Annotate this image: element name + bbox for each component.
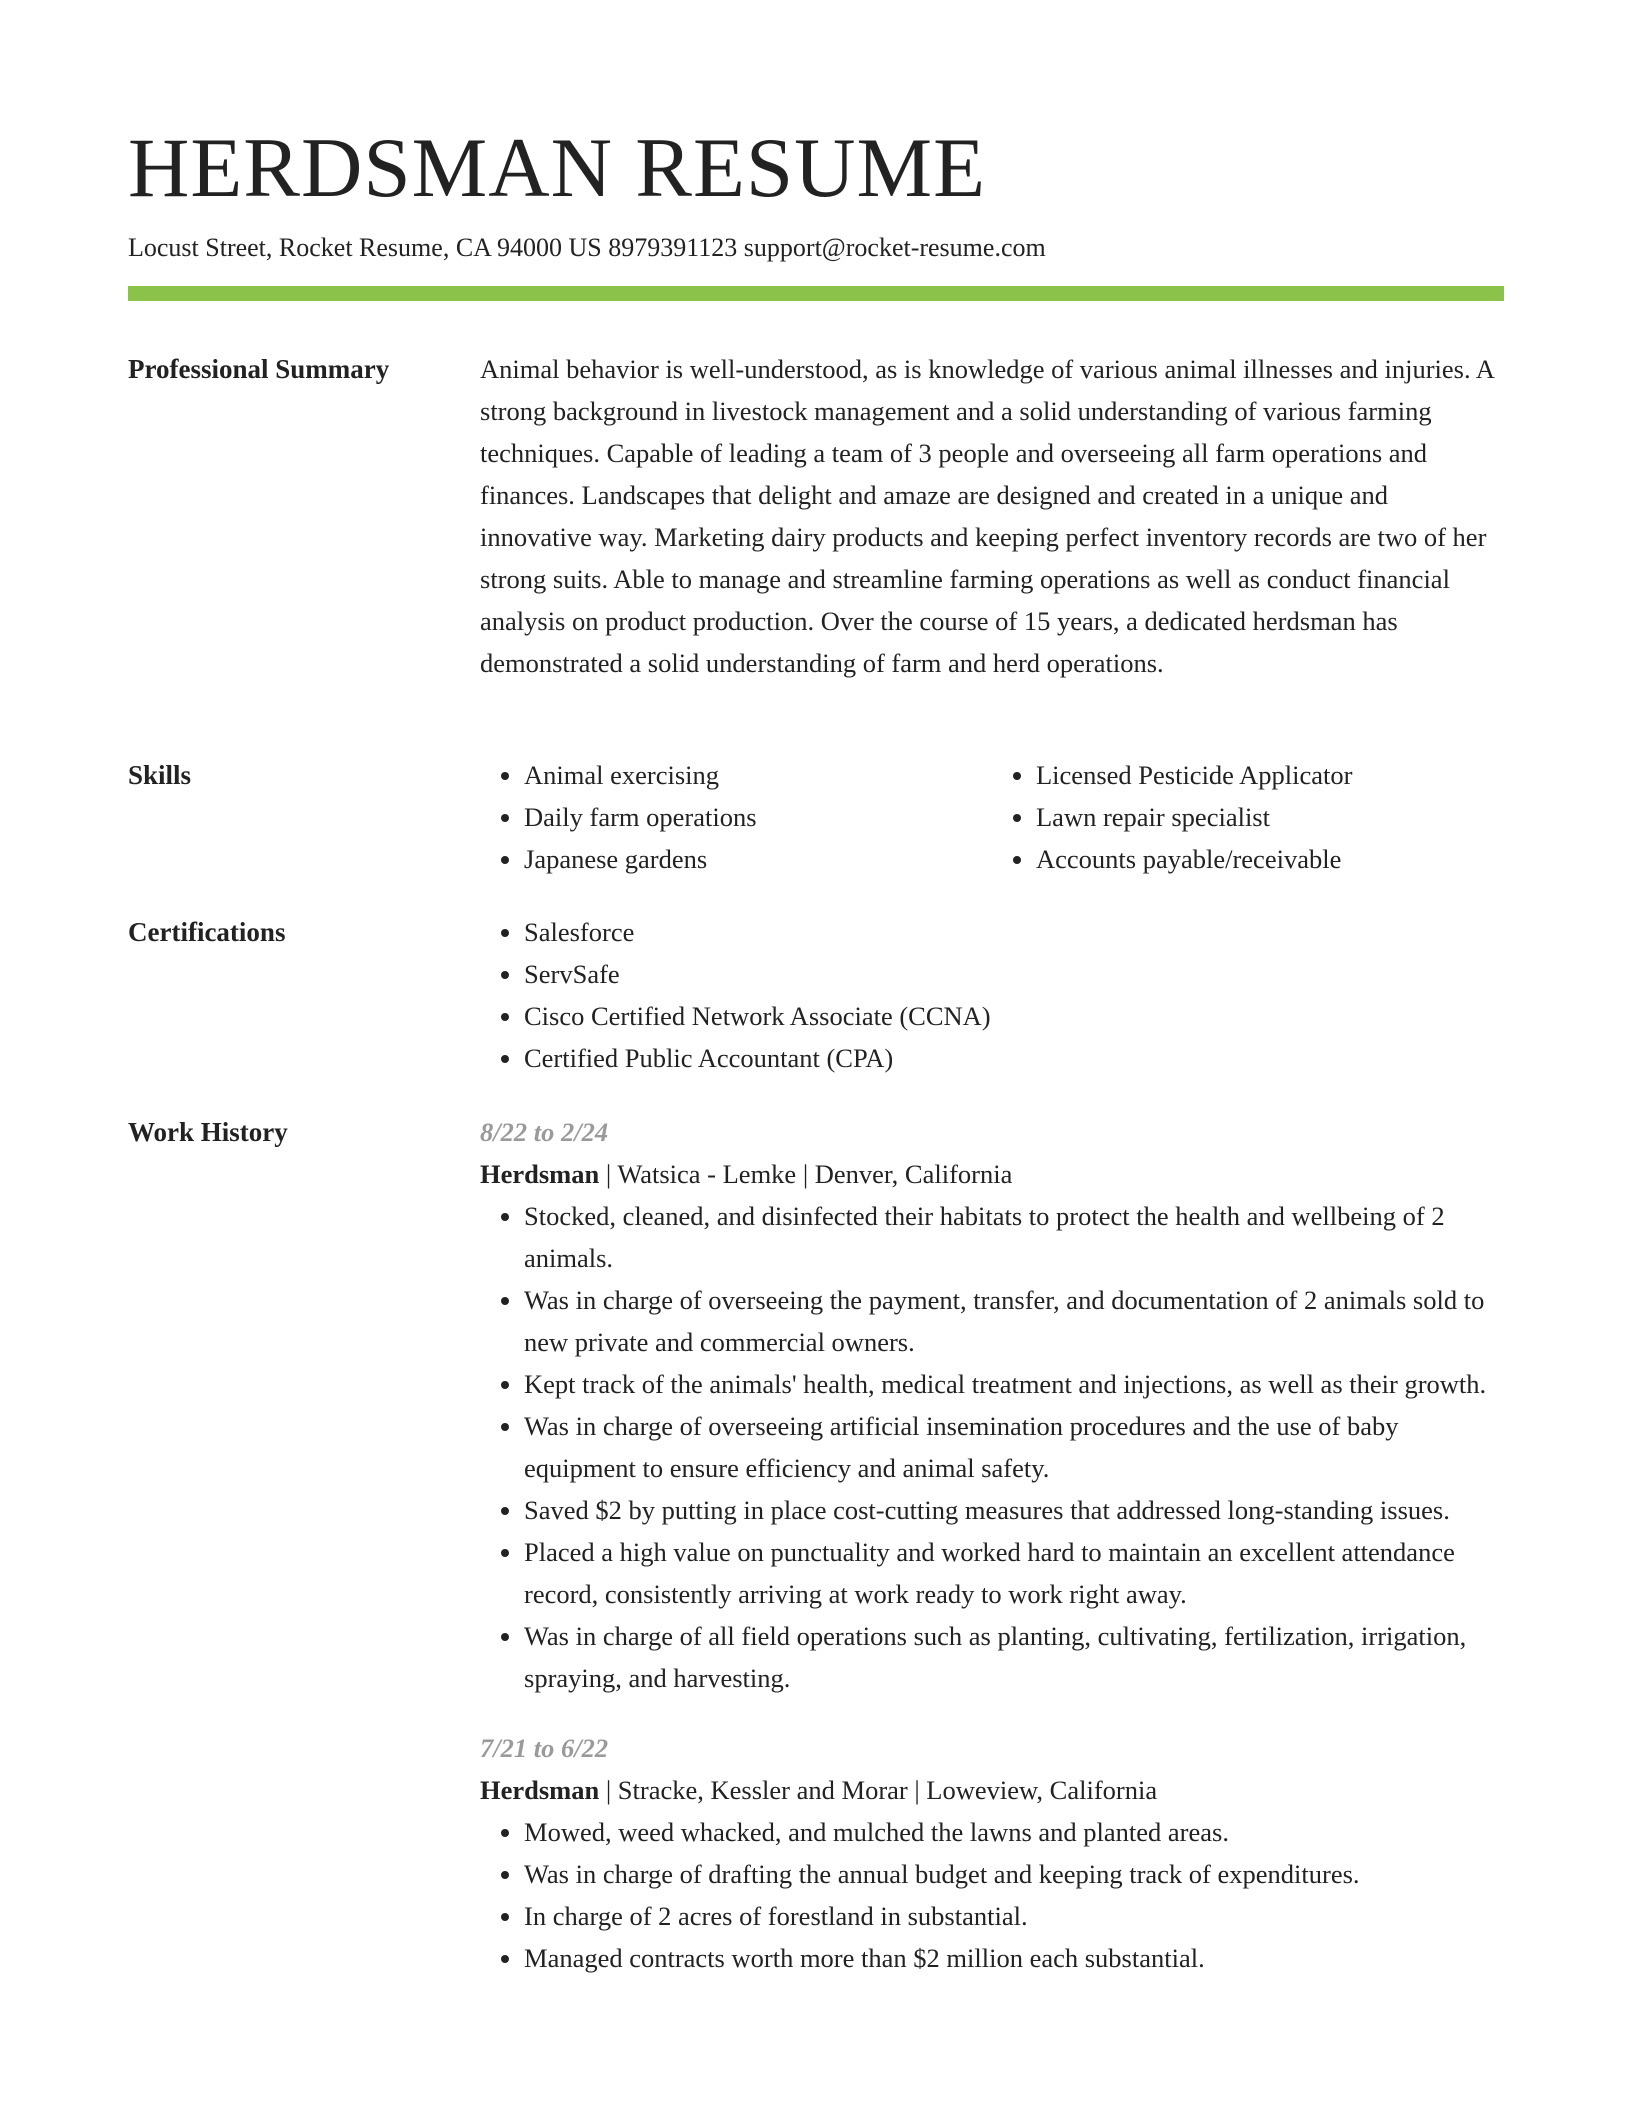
job-duty: • Managed contracts worth more than $2 million each substantial. <box>524 1937 1504 1979</box>
skill-item: • Licensed Pesticide Applicator <box>1036 754 1504 796</box>
skills-list <box>480 754 1504 880</box>
skill-item: • Japanese gardens <box>524 838 992 880</box>
contact-phone: 8979391123 <box>608 233 738 262</box>
contact-address: Locust Street, Rocket Resume, CA 94000 US <box>128 233 602 262</box>
skills-column-left <box>480 754 992 880</box>
skills-column-right <box>992 754 1504 880</box>
summary-text: Animal behavior is well-understood, as is knowledge of various animal illnesses and injuries. A strong background in livestock management and a solid understanding of various farming techniques. Capable of leading a team of 3 people and overseeing all farm operations and finances. Landscapes that delight and amaze are designed and created in a unique and innovative way. Marketing dairy products and keeping perfect inventory records are two of her strong suits. Able to manage and streamline farming operations as well as conduct financial analysis on product production. Over the course of 15 years, a dedicated herdsman has demonstrated a solid understanding of farm and herd operations. <box>480 354 1494 678</box>
job-duty: • Was in charge of overseeing artificial insemination procedures and the use of baby equipment to ensure efficiency and animal safety. <box>524 1405 1504 1489</box>
job-heading <box>480 1769 1504 1811</box>
contact-line <box>128 230 1046 266</box>
contact-email[interactable]: support@rocket-resume.com <box>743 233 1046 262</box>
job-duties-list <box>480 1195 1504 1699</box>
work-history-label: Work History <box>128 1117 288 1147</box>
job-duty: • Saved $2 by putting in place cost-cutting measures that addressed long-standing issues. <box>524 1489 1504 1531</box>
job-entry <box>480 1727 1504 1979</box>
certification-item: • ServSafe <box>524 953 1504 995</box>
certifications-body <box>480 911 1504 1079</box>
certifications-label: Certifications <box>128 917 286 947</box>
job-title: Herdsman <box>480 1159 600 1189</box>
skill-item: • Animal exercising <box>524 754 992 796</box>
job-entry <box>480 1111 1504 1699</box>
skill-item: • Daily farm operations <box>524 796 992 838</box>
job-dates: 8/22 to 2/24 <box>480 1117 609 1147</box>
job-heading <box>480 1153 1504 1195</box>
skill-item: • Accounts payable/receivable <box>1036 838 1504 880</box>
certifications-list <box>480 911 1504 1079</box>
summary-label: Professional Summary <box>128 354 390 384</box>
job-duty: • Was in charge of all field operations such as planting, cultivating, fertilization, irrigation, spraying, and harvesting. <box>524 1615 1504 1699</box>
resume-title: HERDSMAN RESUME <box>128 121 987 215</box>
skill-item: • Lawn repair specialist <box>1036 796 1504 838</box>
job-duty: • In charge of 2 acres of forestland in substantial. <box>524 1895 1504 1937</box>
work-history-body <box>480 1111 1504 2007</box>
job-duty: • Mowed, weed whacked, and mulched the lawns and planted areas. <box>524 1811 1504 1853</box>
certification-item: • Salesforce <box>524 911 1504 953</box>
header-divider <box>128 286 1504 301</box>
job-employer-location: | Watsica - Lemke | Denver, California <box>599 1159 1013 1189</box>
certification-item: • Cisco Certified Network Associate (CCNA) <box>524 995 1504 1037</box>
job-title: Herdsman <box>480 1775 600 1805</box>
job-dates: 7/21 to 6/22 <box>480 1733 609 1763</box>
job-duty: • Placed a high value on punctuality and worked hard to maintain an excellent attendance record, consistently arriving at work ready to work right away. <box>524 1531 1504 1615</box>
certification-item: • Certified Public Accountant (CPA) <box>524 1037 1504 1079</box>
job-duty: • Stocked, cleaned, and disinfected their habitats to protect the health and wellbeing of 2 animals. <box>524 1195 1504 1279</box>
job-duty: • Kept track of the animals' health, medical treatment and injections, as well as their growth. <box>524 1363 1504 1405</box>
summary-body <box>480 348 1504 684</box>
job-employer-location: | Stracke, Kessler and Morar | Loweview, California <box>599 1775 1158 1805</box>
job-duty: • Was in charge of overseeing the payment, transfer, and documentation of 2 animals sold to new private and commercial owners. <box>524 1279 1504 1363</box>
job-duties-list <box>480 1811 1504 1979</box>
job-duty: • Was in charge of drafting the annual budget and keeping track of expenditures. <box>524 1853 1504 1895</box>
skills-label: Skills <box>128 760 192 790</box>
